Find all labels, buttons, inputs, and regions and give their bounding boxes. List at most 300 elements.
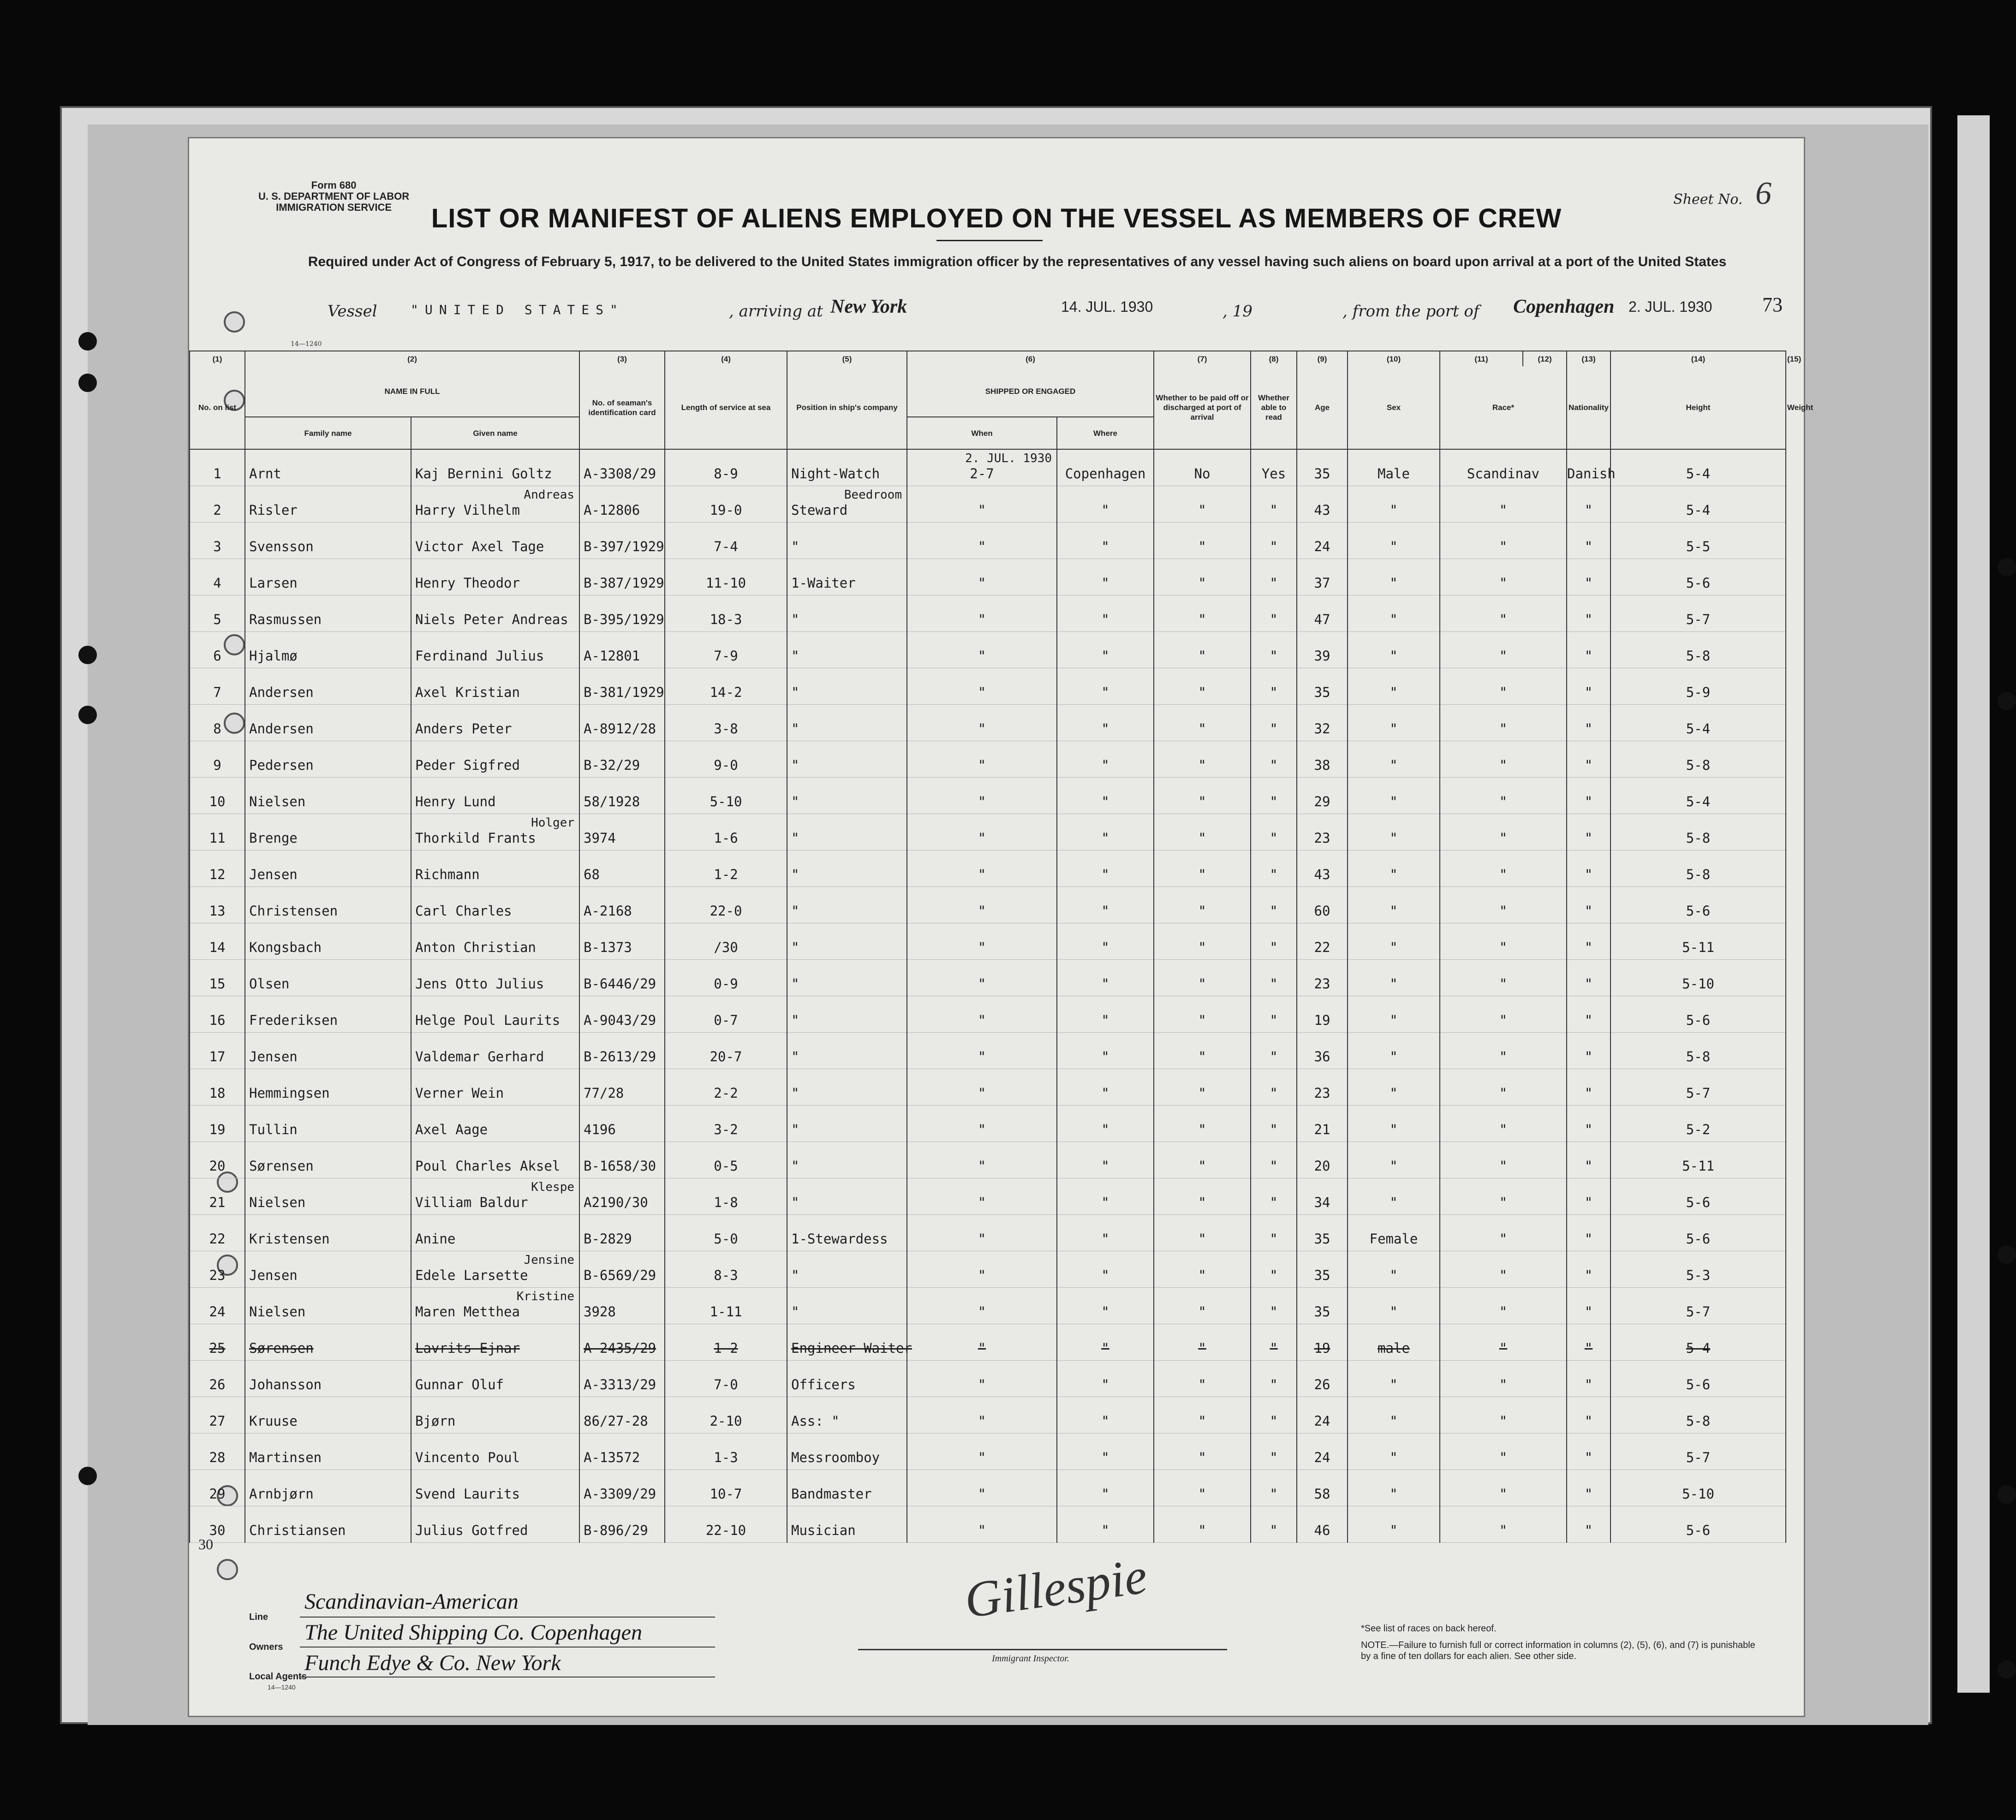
cell-id-card-text: A-12801: [584, 648, 640, 664]
cell-service-length: [665, 1361, 787, 1397]
cell-race: [1440, 778, 1567, 814]
cell-shipped-when: [907, 1215, 1057, 1251]
cell-row-number-text: 7: [213, 684, 221, 700]
document-number: 73: [1762, 293, 1783, 316]
cell-shipped-when-text: ": [978, 1304, 986, 1320]
cell-given-name: [411, 1433, 579, 1470]
cell-height: [1610, 1106, 1786, 1142]
cell-id-card-text: B-1658/30: [584, 1158, 656, 1174]
table-row: [190, 996, 1786, 1033]
cell-family-name: [245, 595, 411, 632]
cell-paid-off: [1154, 1324, 1251, 1361]
cell-shipped-when: [907, 632, 1057, 668]
cell-sex-text: ": [1390, 1195, 1398, 1210]
cell-height: [1610, 1178, 1786, 1215]
cell-shipped-where: [1057, 449, 1154, 486]
cell-id-card: [579, 960, 665, 996]
cell-family-name: [245, 851, 411, 887]
cell-race: [1440, 523, 1567, 559]
cell-able-read-text: ": [1270, 1012, 1278, 1028]
cell-row-number-text: 10: [209, 794, 226, 809]
cell-able-read-text: ": [1270, 1267, 1278, 1283]
header-sex: Sex: [1348, 366, 1440, 449]
cell-id-card-text: A-3308/29: [584, 466, 656, 482]
cell-shipped-where: [1057, 778, 1154, 814]
cell-shipped-when-text: ": [978, 867, 986, 882]
cell-race-text: ": [1499, 1049, 1508, 1065]
cell-shipped-where-text: ": [1101, 612, 1109, 627]
cell-able-read: [1251, 996, 1297, 1033]
cell-sex-text: ": [1390, 1049, 1398, 1065]
table-row: [190, 1069, 1786, 1106]
cell-paid-off-text: No: [1194, 466, 1211, 482]
cell-nationality-text: ": [1584, 903, 1593, 919]
cell-able-read-text: ": [1270, 502, 1278, 518]
cell-id-card-text: A-2168: [584, 903, 632, 919]
cell-height-text: 5-6: [1686, 903, 1711, 919]
cell-id-card: [579, 559, 665, 595]
table-row: [190, 1361, 1786, 1397]
cell-race: [1440, 1324, 1567, 1361]
cell-shipped-where-text: ": [1101, 1158, 1109, 1174]
header-when: When: [907, 417, 1057, 449]
cell-height: [1610, 1069, 1786, 1106]
cell-position-text: Steward: [791, 502, 848, 518]
cell-able-read: [1251, 814, 1297, 851]
cell-sex: [1348, 1506, 1440, 1543]
cell-race-text: ": [1499, 648, 1508, 664]
cell-service-length: [665, 1470, 787, 1506]
cell-sex-text: ": [1390, 1413, 1398, 1429]
cell-sex-text: ": [1390, 1012, 1398, 1028]
cell-id-card: [579, 1069, 665, 1106]
cell-sex-text: ": [1390, 612, 1398, 627]
cell-position-text: ": [791, 1304, 799, 1320]
cell-id-card: [579, 778, 665, 814]
cell-shipped-when: [907, 778, 1057, 814]
cell-shipped-where: [1057, 1251, 1154, 1288]
header-given-name: Given name: [411, 417, 579, 449]
cell-shipped-when-text: ": [978, 1523, 986, 1538]
cell-shipped-where-text: ": [1101, 1122, 1109, 1137]
cell-family-name-text: Frederiksen: [249, 1012, 338, 1028]
cell-given-name-text: Jens Otto Julius: [415, 976, 544, 992]
cell-shipped-where-text: ": [1101, 794, 1109, 809]
page-title: LIST OR MANIFEST OF ALIENS EMPLOYED ON THE VESSEL AS MEMBERS OF CREW: [431, 203, 1562, 233]
cell-paid-off-text: ": [1198, 1049, 1206, 1065]
cell-position-text: Night-Watch: [791, 466, 880, 482]
cell-position-text: 1-Stewardess: [791, 1231, 888, 1247]
cell-given-name-text: Svend Laurits: [415, 1486, 520, 1502]
cell-sex: [1348, 523, 1440, 559]
cell-position: [787, 1215, 907, 1251]
cell-able-read-text: ": [1270, 794, 1278, 809]
cell-nationality-text: ": [1584, 1231, 1593, 1247]
cell-shipped-when: [907, 814, 1057, 851]
column-number-row: (1) (2) (3) (4) (5) (6) (7) (8) (9) (10) (11) (12) (13) (14) (15): [190, 351, 1786, 366]
cell-family-name: [245, 449, 411, 486]
cell-race: [1440, 1215, 1567, 1251]
cell-given-name: [411, 595, 579, 632]
cell-given-name-text: Bjørn: [415, 1413, 456, 1429]
cell-able-read: [1251, 1361, 1297, 1397]
cell-row-number-text: 18: [209, 1085, 226, 1101]
cell-race: [1440, 1361, 1567, 1397]
cell-given-name-text: Vincento Poul: [415, 1450, 520, 1465]
cell-id-card-text: 68: [584, 867, 600, 882]
cell-id-card: [579, 632, 665, 668]
from-port-label: , from the port of: [1342, 302, 1479, 321]
cell-shipped-where: [1057, 1470, 1154, 1506]
table-row: [190, 632, 1786, 668]
cell-position-text: ": [791, 867, 799, 882]
cell-service-length-text: 2-2: [714, 1085, 738, 1101]
cell-sex: [1348, 1251, 1440, 1288]
cell-sex: [1348, 1470, 1440, 1506]
cell-row-number-text: 12: [209, 867, 226, 882]
cell-nationality-text: ": [1584, 830, 1593, 846]
cell-family-name-text: Kruuse: [249, 1413, 298, 1429]
cell-row-number: [190, 960, 245, 996]
cell-height: [1610, 814, 1786, 851]
cell-age-text: 23: [1314, 1085, 1330, 1101]
cell-age: [1297, 887, 1348, 923]
cell-able-read-text: ": [1270, 612, 1278, 627]
cell-able-read: [1251, 1106, 1297, 1142]
cell-service-length: [665, 449, 787, 486]
cell-height-text: 5-8: [1686, 867, 1711, 882]
cell-paid-off-text: ": [1198, 940, 1206, 955]
cell-height: [1610, 1470, 1786, 1506]
cell-race: [1440, 1288, 1567, 1324]
cell-able-read: [1251, 1324, 1297, 1361]
cell-paid-off: [1154, 1215, 1251, 1251]
cell-able-read-text: ": [1270, 903, 1278, 919]
cell-race-text: ": [1499, 1304, 1508, 1320]
cell-nationality-text: ": [1584, 976, 1593, 992]
cell-shipped-when: [907, 1361, 1057, 1397]
cell-sex: [1348, 595, 1440, 632]
cell-shipped-when-text: ": [978, 976, 986, 992]
cell-able-read-text: ": [1270, 940, 1278, 955]
cell-nationality: [1567, 887, 1610, 923]
cell-age: [1297, 960, 1348, 996]
cell-age: [1297, 1251, 1348, 1288]
cell-nationality: [1567, 1215, 1610, 1251]
cell-age-text: 47: [1314, 612, 1330, 627]
cell-height: [1610, 1324, 1786, 1361]
cell-shipped-where-text: Copenhagen: [1065, 466, 1146, 482]
cell-shipped-when-note: 2. JUL. 1930: [965, 452, 1052, 465]
cell-given-name: [411, 778, 579, 814]
penalty-note: NOTE.—Failure to furnish full or correct information in columns (2), (5), (6), and (7) is punishable by a fine of ten dollars for each alien. See other side.: [1361, 1640, 1755, 1661]
line-value: Scandinavian-American: [304, 1589, 519, 1614]
cell-able-read: [1251, 1470, 1297, 1506]
cell-shipped-when: [907, 559, 1057, 595]
cell-sex-text: male: [1378, 1340, 1410, 1356]
cell-position: [787, 1106, 907, 1142]
cell-id-card-text: B-6446/29: [584, 976, 656, 992]
cell-sex: [1348, 1397, 1440, 1433]
cell-service-length: [665, 996, 787, 1033]
cell-paid-off: [1154, 1433, 1251, 1470]
table-row: [190, 778, 1786, 814]
cell-family-name-text: Jensen: [249, 1267, 298, 1283]
cell-sex-text: ": [1390, 648, 1398, 664]
cell-nationality-text: ": [1584, 721, 1593, 737]
cell-sex-text: ": [1390, 1267, 1398, 1283]
cell-id-card-text: B-397/1929: [584, 539, 664, 554]
cell-height-text: 5-4: [1686, 721, 1711, 737]
cell-id-card-text: A-12806: [584, 502, 640, 518]
cell-position-text: ": [791, 1122, 799, 1137]
cell-family-name-text: Arnt: [249, 466, 281, 482]
table-row: [190, 814, 1786, 851]
cell-paid-off-text: ": [1198, 721, 1206, 737]
cell-paid-off-text: ": [1198, 539, 1206, 554]
cell-age-text: 19: [1314, 1012, 1330, 1028]
cell-sex: [1348, 1361, 1440, 1397]
cell-paid-off-text: ": [1198, 684, 1206, 700]
cell-position: [787, 1288, 907, 1324]
table-row: [190, 1470, 1786, 1506]
cell-shipped-when-text: ": [978, 1012, 986, 1028]
cell-nationality: [1567, 1506, 1610, 1543]
binder-ring-hole: [224, 311, 245, 333]
cell-sex-text: Male: [1378, 466, 1410, 482]
arriving-label: , arriving at: [729, 302, 823, 321]
cell-nationality: [1567, 559, 1610, 595]
cell-age-text: 35: [1314, 1267, 1330, 1283]
cell-sex-text: ": [1390, 1486, 1398, 1502]
cell-service-length-text: 7-0: [714, 1377, 738, 1392]
cell-nationality: [1567, 1033, 1610, 1069]
cell-given-name-text: Axel Kristian: [415, 684, 520, 700]
cell-family-name: [245, 1106, 411, 1142]
cell-id-card-text: 4196: [584, 1122, 616, 1137]
cell-nationality: [1567, 814, 1610, 851]
cell-nationality-text: ": [1584, 1450, 1593, 1465]
cell-service-length-text: 7-9: [714, 648, 738, 664]
cell-paid-off: [1154, 668, 1251, 705]
cell-able-read: [1251, 923, 1297, 960]
cell-height-text: 5-8: [1686, 1413, 1711, 1429]
cell-sex-text: ": [1390, 502, 1398, 518]
cell-position-text: ": [791, 903, 799, 919]
cell-service-length: [665, 1215, 787, 1251]
cell-age: [1297, 778, 1348, 814]
cell-nationality: [1567, 1178, 1610, 1215]
cell-height: [1610, 1142, 1786, 1178]
cell-race-text: ": [1499, 1523, 1508, 1538]
cell-family-name-text: Risler: [249, 502, 298, 518]
cell-shipped-where: [1057, 595, 1154, 632]
cell-position-text: ": [791, 976, 799, 992]
cell-race-text: ": [1499, 1012, 1508, 1028]
cell-position-text: Engineer Waiter: [791, 1340, 912, 1356]
agents-label: Local Agents: [249, 1671, 307, 1682]
manifest-page: [189, 138, 1813, 1716]
header-where: Where: [1057, 417, 1154, 449]
table-row: [190, 486, 1786, 523]
cell-age-text: 37: [1314, 575, 1330, 591]
cell-shipped-when: [907, 1288, 1057, 1324]
cell-height-text: 5-7: [1686, 612, 1711, 627]
cell-nationality-text: ": [1584, 502, 1593, 518]
cell-shipped-when-text: ": [978, 1340, 986, 1356]
cell-family-name: [245, 1324, 411, 1361]
cell-given-name: [411, 960, 579, 996]
cell-race-text: Scandinav: [1467, 466, 1540, 482]
cell-service-length: [665, 595, 787, 632]
cell-race-text: ": [1499, 1486, 1508, 1502]
cell-age-text: 38: [1314, 757, 1330, 773]
cell-age: [1297, 814, 1348, 851]
cell-position: [787, 449, 907, 486]
cell-sex: [1348, 778, 1440, 814]
cell-position-text: ": [791, 648, 799, 664]
punch-hole: [1998, 558, 2016, 577]
cell-row-number: [190, 523, 245, 559]
cell-race: [1440, 814, 1567, 851]
cell-paid-off-text: ": [1198, 830, 1206, 846]
cell-row-number: [190, 1215, 245, 1251]
cell-position: [787, 1506, 907, 1543]
cell-family-name-text: Larsen: [249, 575, 298, 591]
cell-id-card: [579, 668, 665, 705]
cell-row-number: [190, 1470, 245, 1506]
cell-nationality-text: ": [1584, 539, 1593, 554]
form-code-top: 14—1240: [291, 340, 322, 348]
col-number: (7): [1154, 351, 1251, 366]
cell-nationality: [1567, 923, 1610, 960]
cell-row-number: [190, 632, 245, 668]
cell-sex-text: ": [1390, 1122, 1398, 1137]
cell-paid-off-text: ": [1198, 1450, 1206, 1465]
cell-age: [1297, 1470, 1348, 1506]
title-rule: [936, 240, 1043, 241]
cell-nationality: [1567, 1288, 1610, 1324]
table-row: [190, 887, 1786, 923]
cell-id-card-text: B-395/1929: [584, 612, 664, 627]
owners-label: Owners: [249, 1642, 283, 1652]
cell-age: [1297, 1178, 1348, 1215]
cell-position: [787, 923, 907, 960]
cell-row-number: [190, 1288, 245, 1324]
cell-given-name: [411, 449, 579, 486]
cell-height: [1610, 887, 1786, 923]
header-shipped-engaged: SHIPPED OR ENGAGED: [907, 366, 1154, 417]
cell-shipped-when-text: ": [978, 1267, 986, 1283]
cell-paid-off-text: ": [1198, 502, 1206, 518]
cell-service-length: [665, 486, 787, 523]
cell-shipped-where: [1057, 486, 1154, 523]
cell-paid-off-text: ": [1198, 867, 1206, 882]
cell-position: [787, 1178, 907, 1215]
cell-paid-off: [1154, 778, 1251, 814]
cell-service-length-text: 14-2: [710, 684, 742, 700]
cell-age: [1297, 1397, 1348, 1433]
cell-shipped-where: [1057, 814, 1154, 851]
cell-paid-off: [1154, 449, 1251, 486]
cell-service-length: [665, 1251, 787, 1288]
cell-paid-off: [1154, 1033, 1251, 1069]
cell-id-card-text: B-381/1929: [584, 684, 664, 700]
punch-hole: [78, 646, 97, 664]
cell-given-name: [411, 1288, 579, 1324]
cell-given-name-text: Valdemar Gerhard: [415, 1049, 544, 1065]
cell-race-text: ": [1499, 539, 1508, 554]
cell-id-card: [579, 851, 665, 887]
cell-age-text: 43: [1314, 867, 1330, 882]
cell-position-text: ": [791, 1158, 799, 1174]
cell-race-text: ": [1499, 502, 1508, 518]
cell-given-name-text: Anine: [415, 1231, 456, 1247]
cell-nationality-text: ": [1584, 1195, 1593, 1210]
cell-shipped-when: [907, 1033, 1057, 1069]
cell-shipped-where: [1057, 1178, 1154, 1215]
cell-shipped-where-text: ": [1101, 684, 1109, 700]
cell-sex-text: ": [1390, 1377, 1398, 1392]
cell-shipped-when-text: ": [978, 1450, 986, 1465]
inspector-signature-line: [858, 1649, 1227, 1650]
cell-given-name: [411, 923, 579, 960]
cell-position-text: ": [791, 1012, 799, 1028]
cell-given-name-text: Helge Poul Laurits: [415, 1012, 561, 1028]
cell-height: [1610, 595, 1786, 632]
cell-age-text: 35: [1314, 466, 1330, 482]
cell-family-name-text: Martinsen: [249, 1450, 322, 1465]
cell-shipped-where: [1057, 1106, 1154, 1142]
cell-height: [1610, 923, 1786, 960]
cell-shipped-when: [907, 1433, 1057, 1470]
col-number: (1): [190, 351, 245, 366]
cell-shipped-where-text: ": [1101, 1085, 1109, 1101]
cell-row-number-text: 21: [209, 1195, 226, 1210]
cell-id-card: [579, 1506, 665, 1543]
cell-id-card-text: 3974: [584, 830, 616, 846]
cell-row-number: [190, 1033, 245, 1069]
cell-paid-off: [1154, 632, 1251, 668]
cell-race-text: ": [1499, 1450, 1508, 1465]
cell-race: [1440, 1470, 1567, 1506]
cell-service-length-text: 18-3: [710, 612, 742, 627]
cell-able-read-text: ": [1270, 976, 1278, 992]
cell-shipped-when-text: ": [978, 1158, 986, 1174]
cell-paid-off: [1154, 1361, 1251, 1397]
cell-height-text: 5-6: [1686, 1012, 1711, 1028]
cell-nationality-text: ": [1584, 1523, 1593, 1538]
cell-able-read: [1251, 778, 1297, 814]
cell-family-name: [245, 1506, 411, 1543]
cell-nationality: [1567, 449, 1616, 486]
col-number: (3): [579, 351, 665, 366]
cell-able-read-text: ": [1270, 721, 1278, 737]
cell-shipped-where: [1057, 1033, 1154, 1069]
cell-row-number: [190, 1106, 245, 1142]
cell-able-read-text: ": [1270, 1340, 1278, 1356]
cell-id-card: [579, 923, 665, 960]
cell-family-name: [245, 559, 411, 595]
cell-given-name: [411, 887, 579, 923]
cell-able-read-text: ": [1270, 757, 1278, 773]
cell-row-number: [190, 1142, 245, 1178]
cell-shipped-when: [907, 1069, 1057, 1106]
cell-height-text: 5-5: [1686, 539, 1711, 554]
cell-paid-off: [1154, 996, 1251, 1033]
cell-paid-off: [1154, 1251, 1251, 1288]
cell-sex-text: ": [1390, 1085, 1398, 1101]
